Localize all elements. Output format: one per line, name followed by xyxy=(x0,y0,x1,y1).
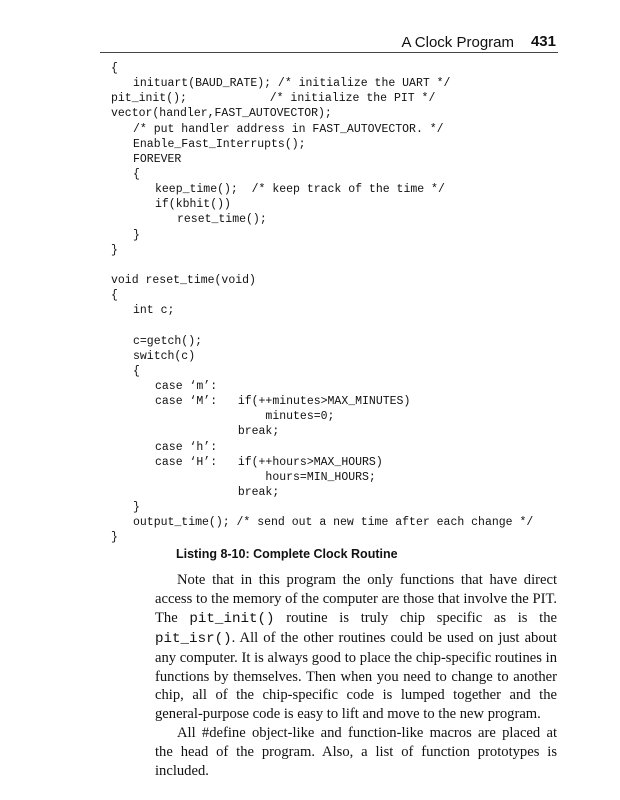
code-line: case ‘m’: xyxy=(155,379,218,393)
code-line xyxy=(111,318,571,333)
code-line: /* put handler address in FAST_AUTOVECTOR. */ xyxy=(133,122,444,136)
code-line: { xyxy=(133,364,140,378)
code-line: case ‘h’: xyxy=(155,440,218,454)
paragraph-2: All #define object-like and function-like macros are placed at the head of the program. Also, a list of function prototypes is included. xyxy=(155,725,557,780)
code-line: } xyxy=(133,228,140,242)
code-line: c=getch(); xyxy=(133,334,203,348)
code-line: switch(c) xyxy=(133,349,196,363)
code-line: { xyxy=(133,167,140,181)
body-text xyxy=(155,571,557,781)
code-line: { xyxy=(111,289,118,303)
code-line: reset_time(); xyxy=(177,213,267,227)
paragraph-1: Note that in this program the only functions that have direct access to the memory of the computer are those that involve the PIT. The pit_init() routine is truly chip specific as is the pit_isr(). All of the other routines could be used on just about any computer. It is always good to place the chip-specific routines in functions by themselves. Then when you need to change to another chip, all of the chip-specific code is lumped together and the general-purpose code is easy to lift and move to the new program. xyxy=(155,572,557,723)
code-line: void reset_time(void) xyxy=(111,273,256,287)
code-line: if(kbhit()) xyxy=(155,198,231,212)
code-pit-init: pit_init() xyxy=(189,610,275,627)
header-rule xyxy=(100,52,558,53)
code-line: keep_time(); /* keep track of the time */ xyxy=(155,183,445,197)
code-line: break; xyxy=(155,425,280,439)
code-pit-isr: pit_isr() xyxy=(155,630,232,647)
code-line: pit_init(); /* initialize the PIT */ xyxy=(111,92,436,106)
code-line: } xyxy=(111,531,118,545)
code-line: case ‘H’: if(++hours>MAX_HOURS) xyxy=(155,455,383,469)
code-line: Enable_Fast_Interrupts(); xyxy=(133,137,306,151)
code-line: output_time(); /* send out a new time after each change */ xyxy=(133,516,534,530)
code-line xyxy=(111,258,571,273)
code-line: vector(handler,FAST_AUTOVECTOR); xyxy=(111,107,332,121)
code-line: int c; xyxy=(133,304,175,318)
running-header xyxy=(100,30,558,50)
code-line: hours=MIN_HOURS; xyxy=(155,470,376,484)
code-listing xyxy=(111,61,571,546)
code-line: inituart(BAUD_RATE); /* initialize the UART */ xyxy=(133,77,451,91)
code-line: } xyxy=(111,243,118,257)
page-number: 431 xyxy=(530,33,556,50)
code-line: case ‘M’: if(++minutes>MAX_MINUTES) xyxy=(155,395,411,409)
code-line: minutes=0; xyxy=(155,410,335,424)
code-line: } xyxy=(133,501,140,515)
code-line: { xyxy=(111,62,118,75)
running-header-title: A Clock Program xyxy=(401,34,514,51)
code-line: break; xyxy=(155,485,280,499)
code-line: FOREVER xyxy=(133,152,182,166)
listing-caption: Listing 8-10: Complete Clock Routine xyxy=(176,547,398,561)
